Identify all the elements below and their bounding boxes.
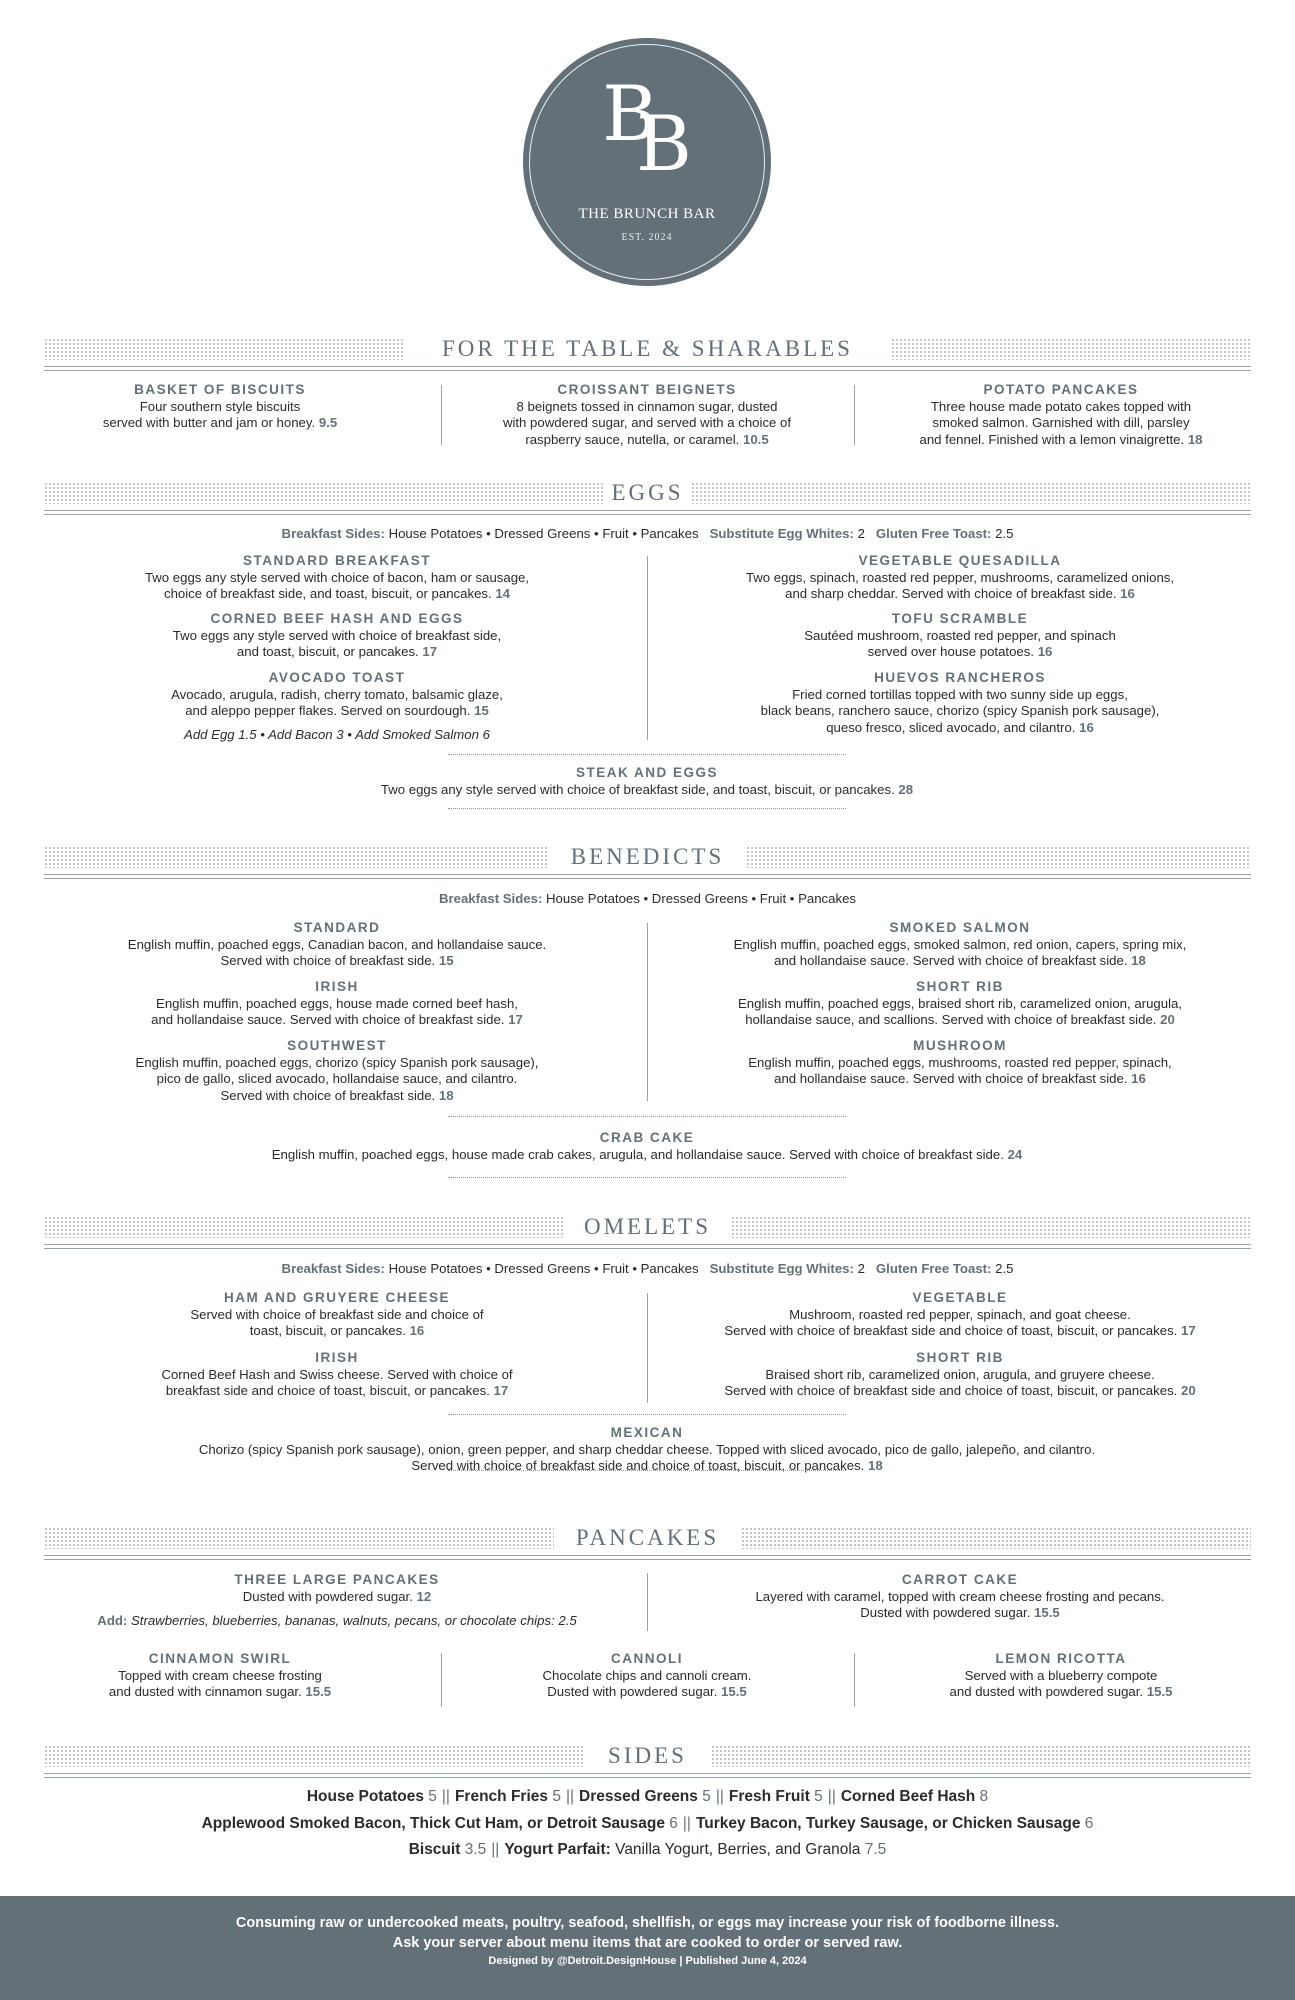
item-description-line: Served with choice of breakfast side and choice of toast, biscuit, or pancakes. xyxy=(411,1458,865,1473)
side-description: Vanilla Yogurt, Berries, and Granola xyxy=(615,1841,861,1858)
side-separator: || xyxy=(491,1841,500,1858)
item-description-line: with powdered sugar, and served with a choice of xyxy=(502,415,792,430)
item-description-line: Served with choice of breakfast side. xyxy=(220,953,436,968)
item-description xyxy=(665,628,1255,661)
item-name: SHORT RIB xyxy=(916,979,1004,994)
item-description xyxy=(866,399,1256,449)
item-description-line: black beans, ranchero sauce, chorizo (spicy Spanish pork sausage), xyxy=(760,703,1160,718)
side-price: 8 xyxy=(979,1788,989,1805)
item-description xyxy=(655,1367,1265,1400)
item-price: 24 xyxy=(1007,1146,1023,1162)
item-description-line: Corned Beef Hash and Swiss cheese. Served with choice of xyxy=(161,1366,513,1382)
column-divider xyxy=(647,1573,648,1631)
item-description-line: Chocolate chips and cannoli cream. xyxy=(542,1667,752,1683)
side-separator: || xyxy=(682,1815,691,1832)
item-price: 9.5 xyxy=(318,415,338,430)
item-name: SMOKED SALMON xyxy=(889,920,1031,935)
item-description-line: and dusted with cinnamon sugar. xyxy=(108,1684,302,1699)
logo-monogram xyxy=(523,69,771,188)
item-description-line: Served with choice of breakfast side and choice of toast, biscuit, or pancakes. xyxy=(724,1323,1178,1338)
dotted-divider xyxy=(448,1414,846,1415)
item-description xyxy=(87,628,587,661)
column-divider xyxy=(647,923,648,1101)
item-price: 16 xyxy=(1131,1071,1146,1086)
item-description-line: English muffin, poached eggs, chorizo (spicy Spanish pork sausage), xyxy=(135,1054,539,1070)
item-name: AVOCADO TOAST xyxy=(268,670,406,685)
side-separator: || xyxy=(565,1788,574,1805)
header-rule xyxy=(44,366,1251,367)
item-description-line: Served with choice of breakfast side and choice of toast, biscuit, or pancakes. xyxy=(724,1383,1178,1398)
item-price: 17 xyxy=(508,1012,523,1027)
item-name: STANDARD BREAKFAST xyxy=(243,553,431,568)
eggs-sides-line xyxy=(0,526,1295,541)
logo-established: EST. 2024 xyxy=(621,232,673,243)
header-rule xyxy=(44,1244,1251,1245)
item-name: CINNAMON SWIRL xyxy=(148,1651,292,1666)
item-description-line: Dusted with powdered sugar. xyxy=(860,1605,1031,1620)
item-description xyxy=(665,1055,1255,1088)
item-name: IRISH xyxy=(315,1350,359,1365)
item-price: 12 xyxy=(416,1588,432,1604)
menu-item-huevos-rancheros xyxy=(665,670,1255,736)
dotted-divider xyxy=(448,1177,846,1178)
gluten-free-label: Gluten Free Toast: xyxy=(875,526,992,541)
sides-text: House Potatoes • Dressed Greens • Fruit • Pancakes xyxy=(388,526,699,541)
item-name: HUEVOS RANCHEROS xyxy=(874,670,1046,685)
section-header-benedicts xyxy=(44,842,1251,886)
item-description xyxy=(665,996,1255,1029)
item-description xyxy=(665,687,1255,737)
item-description xyxy=(87,1589,587,1606)
column-divider xyxy=(854,385,855,445)
eggs-addons: Add Egg 1.5 • Add Bacon 3 • Add Smoked Salmon 6 xyxy=(184,727,490,742)
pancakes-addons xyxy=(27,1613,647,1628)
item-name: LEMON RICOTTA xyxy=(995,1651,1127,1666)
item-description-line: smoked salmon. Garnished with dill, parsley xyxy=(932,415,1190,430)
side-name: French Fries xyxy=(454,1788,548,1805)
item-price: 18 xyxy=(1187,431,1203,447)
item-description-line: Served with a blueberry compote xyxy=(964,1667,1158,1683)
side-name: Fresh Fruit xyxy=(728,1788,810,1805)
substitute-price: 2 xyxy=(857,1261,865,1276)
header-rule xyxy=(44,1248,1251,1249)
section-header-eggs xyxy=(44,478,1251,522)
item-description-line: queso fresco, sliced avocado, and cilantro. xyxy=(826,719,1076,735)
sides-text: House Potatoes • Dressed Greens • Fruit • Pancakes xyxy=(546,891,856,906)
header-rule xyxy=(44,510,1251,511)
menu-item-benedict-standard xyxy=(47,920,627,970)
section-title: BENEDICTS xyxy=(44,842,1251,872)
section-header-omelets xyxy=(44,1212,1251,1256)
item-description xyxy=(87,1367,587,1400)
item-description-line: Fried corned tortillas topped with two sunny side up eggs, xyxy=(792,686,1128,702)
item-description-line: served with butter and jam or honey. xyxy=(102,415,316,430)
item-description-line: pico de gallo, sliced avocado, hollandaise sauce, and cilantro. xyxy=(156,1071,518,1086)
menu-item-benedict-southwest xyxy=(47,1038,627,1104)
item-description-line: English muffin, poached eggs, Canadian bacon, and hollandaise sauce. xyxy=(127,936,547,952)
sides-text: House Potatoes • Dressed Greens • Fruit • Pancakes xyxy=(388,1261,699,1276)
menu-item-three-large-pancakes xyxy=(87,1572,587,1605)
menu-item-avocado-toast xyxy=(87,670,587,720)
logo-name: THE BRUNCH BAR xyxy=(578,206,716,222)
header-rule xyxy=(44,370,1251,371)
item-price: 10.5 xyxy=(743,431,769,447)
item-name: CARROT CAKE xyxy=(901,1572,1019,1587)
menu-item-carrot-cake xyxy=(665,1572,1255,1622)
item-description-line: choice of breakfast side, and toast, biscuit, or pancakes. xyxy=(163,586,492,601)
sides-row xyxy=(0,1841,1295,1859)
side-price: 5 xyxy=(702,1788,711,1805)
item-price: 18 xyxy=(1131,953,1146,968)
menu-item-benedict-smoked-salmon xyxy=(665,920,1255,970)
substitute-price: 2 xyxy=(857,526,865,541)
item-description-line: Chorizo (spicy Spanish pork sausage), onion, green pepper, and sharp cheddar cheese. Topped with sliced avocado, pico de gallo, jalepeño, and cilantro. xyxy=(198,1441,1096,1457)
substitute-label: Substitute Egg Whites: xyxy=(709,526,854,541)
item-name: SOUTHWEST xyxy=(287,1038,387,1053)
item-description-line: Two eggs any style served with choice of breakfast side, xyxy=(172,627,502,643)
item-price: 15.5 xyxy=(721,1684,747,1699)
section-header-sharables xyxy=(44,334,1251,378)
item-description xyxy=(60,1668,380,1701)
item-description-line: English muffin, poached eggs, mushrooms, roasted red pepper, spinach, xyxy=(748,1054,1172,1070)
item-description xyxy=(47,1055,627,1105)
item-price: 20 xyxy=(1160,1012,1175,1027)
item-description xyxy=(665,1589,1255,1622)
item-price: 18 xyxy=(438,1087,454,1103)
item-price: 15 xyxy=(438,953,454,968)
menu-item-basket-of-biscuits xyxy=(60,382,380,432)
menu-item-benedict-irish xyxy=(47,979,627,1029)
item-description-line: and toast, biscuit, or pancakes. xyxy=(236,644,419,659)
sides-row xyxy=(0,1788,1295,1806)
item-description-line: Braised short rib, caramelized onion, arugula, and gruyere cheese. xyxy=(765,1366,1155,1382)
item-name: MEXICAN xyxy=(610,1425,684,1440)
item-price: 20 xyxy=(1181,1383,1196,1398)
item-description-line: and hollandaise sauce. Served with choice of breakfast side. xyxy=(774,1071,1128,1086)
section-title: FOR THE TABLE & SHARABLES xyxy=(44,334,1251,364)
item-description xyxy=(452,1668,842,1701)
footer-credits: Designed by @Detroit.DesignHouse | Published June 4, 2024 xyxy=(488,1955,807,1967)
item-description xyxy=(147,782,1147,799)
item-name: POTATO PANCAKES xyxy=(983,382,1139,397)
item-description-line: English muffin, poached eggs, house made crab cakes, arugula, and hollandaise sauce. Served with choice of breakfast side. xyxy=(271,1146,1004,1162)
side-name: Applewood Smoked Bacon, Thick Cut Ham, or Detroit Sausage xyxy=(201,1815,665,1832)
menu-item-omelet-short-rib xyxy=(655,1350,1265,1400)
menu-item-benedict-short-rib xyxy=(665,979,1255,1029)
item-price: 15.5 xyxy=(1146,1684,1173,1699)
side-separator: || xyxy=(441,1788,450,1805)
dotted-divider xyxy=(448,1470,846,1471)
item-description-line: and hollandaise sauce. Served with choice of breakfast side. xyxy=(774,953,1128,968)
footer xyxy=(0,1896,1295,2000)
header-rule xyxy=(44,1555,1251,1556)
side-name: Yogurt Parfait: xyxy=(504,1841,611,1858)
item-name: CANNOLI xyxy=(611,1651,683,1666)
item-price: 28 xyxy=(898,781,914,797)
item-description-line: Mushroom, roasted red pepper, spinach, and goat cheese. xyxy=(789,1306,1131,1322)
sides-label: Breakfast Sides: xyxy=(281,1261,385,1276)
menu-item-benedict-crab-cake xyxy=(97,1130,1197,1163)
item-description-line: English muffin, poached eggs, smoked salmon, red onion, capers, spring mix, xyxy=(733,936,1187,952)
item-description xyxy=(452,399,842,449)
item-name: MUSHROOM xyxy=(913,1038,1007,1053)
section-header-pancakes xyxy=(44,1523,1251,1567)
gluten-free-price: 2.5 xyxy=(995,1261,1014,1276)
item-description-line: toast, biscuit, or pancakes. xyxy=(249,1323,406,1338)
side-name: Dressed Greens xyxy=(579,1788,698,1805)
item-price: 17 xyxy=(493,1383,509,1398)
column-divider xyxy=(854,1653,855,1707)
item-description-line: and sharp cheddar. Served with choice of breakfast side. xyxy=(785,586,1117,601)
column-divider xyxy=(647,556,648,740)
item-description-line: Two eggs any style served with choice of bacon, ham or sausage, xyxy=(144,569,530,585)
item-name: HAM AND GRUYERE CHEESE xyxy=(223,1290,451,1305)
side-separator: || xyxy=(827,1788,836,1805)
gluten-free-label: Gluten Free Toast: xyxy=(875,1261,992,1276)
item-description-line: Dusted with powdered sugar. xyxy=(547,1684,718,1699)
item-price: 16 xyxy=(1120,586,1135,601)
item-name: VEGETABLE xyxy=(912,1290,1008,1305)
side-price: 3.5 xyxy=(464,1841,487,1858)
side-separator: || xyxy=(715,1788,724,1805)
item-description xyxy=(87,1307,587,1340)
item-description xyxy=(47,937,627,970)
item-description-line: Served with choice of breakfast side. xyxy=(220,1087,436,1103)
sides-label: Breakfast Sides: xyxy=(438,891,543,906)
side-price: 7.5 xyxy=(864,1841,887,1858)
item-description-line: served over house potatoes. xyxy=(867,644,1035,659)
item-description-line: and aleppo pepper flakes. Served on sourdough. xyxy=(185,703,471,718)
item-name: STANDARD xyxy=(293,920,381,935)
item-description-line: Two eggs, spinach, roasted red pepper, mushrooms, caramelized onions, xyxy=(745,569,1175,585)
benedicts-sides-line xyxy=(0,891,1295,906)
item-name: SHORT RIB xyxy=(916,1350,1004,1365)
sides-label: Breakfast Sides: xyxy=(281,526,385,541)
item-description-line: Sautéed mushroom, roasted red pepper, and spinach xyxy=(804,627,1116,643)
menu-item-standard-breakfast xyxy=(87,553,587,603)
menu-item-omelet-vegetable xyxy=(655,1290,1265,1340)
item-name: CRAB CAKE xyxy=(599,1130,695,1145)
side-name: Corned Beef Hash xyxy=(840,1788,976,1805)
logo-monogram-b1: B xyxy=(602,69,636,158)
item-price: 14 xyxy=(495,586,511,601)
logo-monogram-b2: B xyxy=(636,99,670,188)
menu-item-omelet-mexican xyxy=(77,1425,1217,1475)
item-description-line: Four southern style biscuits xyxy=(139,398,301,414)
item-description-line: Three house made potato cakes topped with xyxy=(930,398,1192,414)
section-title: OMELETS xyxy=(44,1212,1251,1242)
dotted-divider xyxy=(448,808,846,809)
side-price: 5 xyxy=(814,1788,823,1805)
item-description-line: and dusted with powdered sugar. xyxy=(949,1684,1144,1699)
header-rule xyxy=(44,878,1251,879)
item-description xyxy=(97,1147,1197,1164)
menu-item-omelet-ham-and-gruyere xyxy=(87,1290,587,1340)
item-description-line: hollandaise sauce, and scallions. Served with choice of breakfast side. xyxy=(745,1012,1157,1027)
item-description-line: raspberry sauce, nutella, or caramel. xyxy=(525,431,740,447)
item-price: 16 xyxy=(409,1323,425,1338)
menu-item-cannoli xyxy=(452,1651,842,1701)
menu-item-tofu-scramble xyxy=(665,611,1255,661)
item-price: 18 xyxy=(868,1458,883,1473)
item-description-line: breakfast side and choice of toast, biscuit, or pancakes. xyxy=(165,1383,490,1398)
item-description xyxy=(87,687,587,720)
item-description-line: Dusted with powdered sugar. xyxy=(242,1588,413,1604)
header-rule xyxy=(44,1559,1251,1560)
item-description-line: English muffin, poached eggs, braised short rib, caramelized onion, arugula, xyxy=(738,995,1182,1011)
item-price: 15.5 xyxy=(1034,1605,1060,1620)
column-divider xyxy=(441,385,442,445)
item-description xyxy=(655,1307,1265,1340)
item-description xyxy=(665,570,1255,603)
item-name: VEGETABLE QUESADILLA xyxy=(858,553,1062,568)
brunch-bar-logo xyxy=(523,38,771,286)
column-divider xyxy=(441,1653,442,1707)
item-price: 16 xyxy=(1079,719,1094,735)
item-name: IRISH xyxy=(315,979,359,994)
item-name: BASKET OF BISCUITS xyxy=(134,382,306,397)
column-divider xyxy=(647,1293,648,1403)
add-text: Strawberries, blueberries, bananas, walnuts, pecans, or chocolate chips: 2.5 xyxy=(131,1613,577,1628)
side-name: Turkey Bacon, Turkey Sausage, or Chicken Sausage xyxy=(695,1815,1081,1832)
item-price: 15 xyxy=(474,703,489,718)
section-title: SIDES xyxy=(44,1741,1251,1771)
dotted-divider xyxy=(448,1116,846,1117)
item-name: TOFU SCRAMBLE xyxy=(891,611,1029,626)
item-price: 15.5 xyxy=(305,1684,332,1699)
item-price: 17 xyxy=(1181,1323,1196,1338)
menu-item-lemon-ricotta xyxy=(866,1651,1256,1701)
item-description-line: Served with choice of breakfast side and choice of xyxy=(190,1306,484,1322)
menu-item-steak-and-eggs xyxy=(147,765,1147,798)
side-price: 5 xyxy=(552,1788,561,1805)
section-header-sides xyxy=(44,1741,1251,1785)
item-description-line: Topped with cream cheese frosting xyxy=(118,1667,322,1683)
header-rule xyxy=(44,1773,1251,1774)
menu-item-benedict-mushroom xyxy=(665,1038,1255,1088)
omelets-sides-line xyxy=(0,1261,1295,1276)
menu-item-omelet-irish xyxy=(87,1350,587,1400)
item-description-line: Layered with caramel, topped with cream cheese frosting and pecans. xyxy=(755,1588,1165,1604)
item-description-line: English muffin, poached eggs, house made corned beef hash, xyxy=(156,995,518,1011)
item-description xyxy=(665,937,1255,970)
item-description-line: and hollandaise sauce. Served with choice of breakfast side. xyxy=(151,1012,505,1027)
item-price: 16 xyxy=(1037,644,1053,659)
menu-item-cinnamon-swirl xyxy=(60,1651,380,1701)
section-title: EGGS xyxy=(44,478,1251,508)
item-description-line: Two eggs any style served with choice of breakfast side, and toast, biscuit, or pancakes. xyxy=(380,781,895,797)
item-name: CORNED BEEF HASH AND EGGS xyxy=(210,611,464,626)
item-name: CROISSANT BEIGNETS xyxy=(557,382,737,397)
item-name: STEAK AND EGGS xyxy=(575,765,718,780)
add-label: Add: xyxy=(97,1613,128,1628)
header-rule xyxy=(44,1777,1251,1778)
gluten-free-price: 2.5 xyxy=(995,526,1014,541)
section-title: PANCAKES xyxy=(44,1523,1251,1553)
sides-row xyxy=(0,1815,1295,1833)
footer-warning: Consuming raw or undercooked meats, poultry, seafood, shellfish, or eggs may increase your risk of foodborne illness. xyxy=(235,1915,1060,1931)
item-description xyxy=(87,570,587,603)
side-price: 6 xyxy=(1084,1815,1094,1832)
item-description-line: 8 beignets tossed in cinnamon sugar, dusted xyxy=(516,398,778,414)
footer-advice: Ask your server about menu items that are cooked to order or served raw. xyxy=(392,1935,903,1951)
side-price: 6 xyxy=(669,1815,678,1832)
substitute-label: Substitute Egg Whites: xyxy=(709,1261,854,1276)
item-price: 17 xyxy=(422,644,438,659)
item-description-line: Avocado, arugula, radish, cherry tomato, balsamic glaze, xyxy=(171,686,503,702)
item-description xyxy=(866,1668,1256,1701)
item-description-line: and fennel. Finished with a lemon vinaigrette. xyxy=(919,431,1185,447)
item-description xyxy=(47,996,627,1029)
dotted-divider xyxy=(448,754,846,755)
menu-item-potato-pancakes xyxy=(866,382,1256,448)
menu-item-vegetable-quesadilla xyxy=(665,553,1255,603)
menu-item-croissant-beignets xyxy=(452,382,842,448)
side-name: Biscuit xyxy=(408,1841,461,1858)
item-description xyxy=(60,399,380,432)
header-rule xyxy=(44,874,1251,875)
side-price: 5 xyxy=(428,1788,437,1805)
header-rule xyxy=(44,514,1251,515)
item-name: THREE LARGE PANCAKES xyxy=(234,1572,440,1587)
menu-item-corned-beef-hash-and-eggs xyxy=(87,611,587,661)
side-name: House Potatoes xyxy=(306,1788,424,1805)
